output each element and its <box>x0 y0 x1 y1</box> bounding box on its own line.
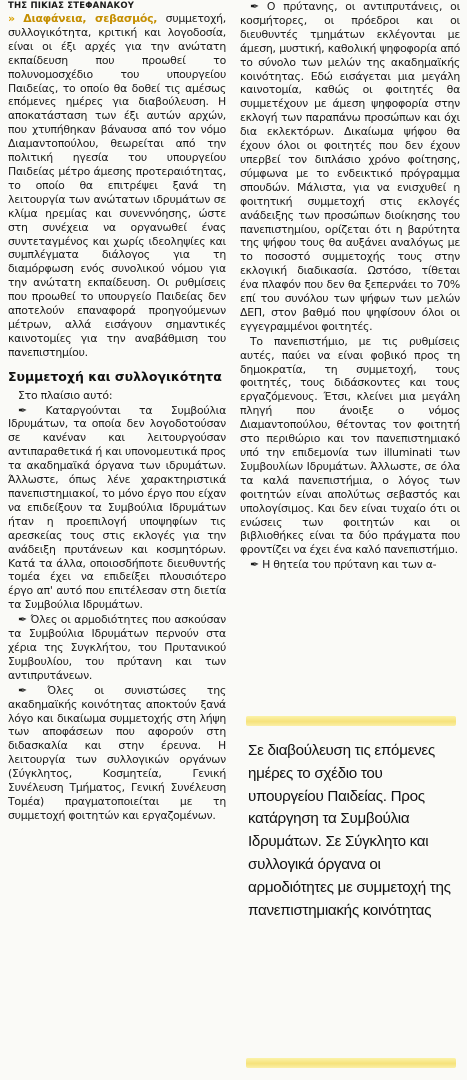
pen-nib-icon: ✒ <box>18 683 27 697</box>
lead-paragraph <box>8 12 226 360</box>
bullet-text: Όλες οι συνιστώσες της ακαδημαϊκής κοινότητας αποκτούν ξανά λόγο και δικαίωμα συμμετοχής στη λήψη των αποφάσεων που αφορούν στη διδασκαλία και στην έρευνα. Η λειτουργία των συλλογικών οργάνων (Σύγκλητος, Κοσμητεία, Γενική Συνέλευση Τμήματος, Γενική Συνέλευση Τομέα) πραγματοποιείται με τη συμμετοχή φοιτητών και εργαζομένων. <box>8 683 226 822</box>
pen-nib-icon: ✒ <box>250 558 259 572</box>
left-column <box>8 12 226 824</box>
bullet-paragraph <box>240 0 460 334</box>
pen-nib-icon: ✒ <box>18 613 27 627</box>
bullet-text: Καταργούνται τα Συμβούλια Ιδρυμάτων, τα οποία δεν λογοδοτούσαν σε κανέναν και λειτουργούσαν αντιπαραθετικά ή και υπονομευτικά προς τα ακαδημαϊκά όργανα των ιδρυμάτων. Άλλωστε, όπως λένε χαρακτηριστικά πανεπιστημιακοί, το μόνο έργο που είχαν να επιδείξουν τα Συμβούλια Ιδρυμάτων ήταν η προεπιλογή υποψηφίων τις αρεσκείας τους στις εκλογές για την ανάδειξη πρυτάνεων και κοσμητόρων. Κατά τα άλλα, οποιοσδήποτε διευθυντής τομέα έχει να επιδείξει πλουσιότερο έργο απ' αυτό που επιτέλεσαν στη διετία τα Συμβούλια Ιδρυμάτων. <box>8 403 227 612</box>
double-chevron-icon: » <box>8 12 15 25</box>
body-paragraph: Το πανεπιστήμιο, με τις ρυθμίσεις αυτές, παύει να είναι φοβικό προς τη δημοκρατία, τη συμμετοχή, τους φοιτητές, τους διδάσκοντες και τους εργαζόμενους. Έτσι, κλείνει μια μεγάλη πληγή που άνοιξε ο νόμος Διαμαντοπούλου, θέτοντας τον φοιτητή στο περιθώριο και τον πανεπιστημιακό υπό την επιδεμονία των illuminati των Συμβουλίων Ιδρυμάτων. Άλλωστε, σε όλα τα καλά πανεπιστήμια, ο λόγος των φοιτητών είναι απολύτως σεβαστός και υπολογίσιμος. Και δεν είναι τυχαίο ότι οι ενώσεις των φοιτητών και οι βιβλιοθήκες είναι τα δύο πράγματα που φροντίζει να έχει ένα καλό πανεπιστήμιο. <box>240 334 460 557</box>
pen-nib-icon: ✒ <box>250 0 259 13</box>
bullet-paragraph <box>8 684 226 823</box>
highlight-band-bottom <box>246 1058 456 1068</box>
lead-text: συμμετοχή, συλλογικότητα, κριτική και λογοδοσία, είναι οι έξι αρχές για την ανώτατη εκπαίδευση που προωθεί το πολυνομοσχέδιο του υπουργείου Παιδείας, το οποίο θα δοθεί τις αμέσως επόμενες ημέρες για διαβούλευση. Η αποκατάσταση των έξι αυτών αρχών, που χτυπήθηκαν βάναυσα από τον νόμο Διαμαντοπούλου, θεωρείται από την πολιτική ηγεσία του υπουργείου Παιδείας μέτρο άμεσης προτεραιότητας, το οποίο θα επιτρέψει ξανά τη λειτουργία των ανώτατων ιδρυμάτων σε κλίμα ηρεμίας και συνεννόησης, ώστε στη συνέχεια να οργανωθεί ένας συντεταγμένος και χωρίς ιδεοληψίες και συμπλέγματα διάλογος για τη διαμόρφωση ενός συνολικού νόμου για την ανώτατη εκπαίδευση. Οι ρυθμίσεις που προωθεί το υπουργείο Παιδείας δεν αποτελούν επαναφορά προηγούμενων μέτρων, αλλά εισάγουν σημαντικές καινοτομίες για την αναβάθμιση του πανεπιστημίου. <box>8 12 226 359</box>
bullet-paragraph <box>240 558 460 572</box>
byline: ΤΗΣ ΠΙΚΙΑΣ ΣΤΕΦΑΝΑΚΟΥ <box>8 1 135 11</box>
bullet-paragraph <box>8 613 226 683</box>
highlight-band-top <box>246 716 456 726</box>
bullet-text: Όλες οι αρμοδιότητες που ασκούσαν τα Συμβούλια Ιδρυμάτων περνούν στα χέρια της Συγκλήτου, του Πρυτανικού Συμβουλίου, του πρύτανη και των αντιπρυτάνεων. <box>8 613 226 682</box>
section-subheading: Συμμετοχή και συλλογικότητα <box>8 368 222 384</box>
bullet-text: Η θητεία του πρύτανη και των α- <box>262 558 437 572</box>
bullet-paragraph <box>8 404 226 613</box>
pull-quote: Σε διαβούλευση τις επόμενες ημέρες το σχέδιο του υπουργείου Παιδείας. Προς κατάργηση τα Συμβούλια Ιδρυμάτων. Σε Σύγκλητο και συλλογικά όργανα οι αρμοδιότητες με συμμετοχή της πανεπιστημιακής κοινότητας <box>248 742 451 919</box>
pen-nib-icon: ✒ <box>18 403 27 417</box>
right-column <box>240 0 460 573</box>
bullet-text: Ο πρύτανης, οι αντιπρυτάνεις, οι κοσμήτορες, οι πρόεδροι και οι διευθυντές τμημάτων εκλέγονται με άμεση, μυστική, καθολική ψηφοφορία από το σύνολο των μελών της ακαδημαϊκής κοινότητας. Εδώ εισάγεται μια μεγάλη καινοτομία, καθώς οι φοιτητές θα συμμετέχουν με άμεση ψηφοφορία στην εκλογή των παραπάνω προσώπων και όχι δια εκλεκτόρων. Δικαίωμα ψήφου θα έχουν όλοι οι φοιτητές που δεν έχουν υπερβεί τον διπλάσιο χρόνο φοίτησης, σύμφωνα με το ενδεικτικό πρόγραμμα σπουδών. Μάλιστα, για να ενισχυθεί η φοιτητική συμμετοχή στις εκλογές ανάδειξης των προσώπων διοίκησης του πανεπιστημίου, ορίζεται ότι η βαρύτητα της ψήφου τους θα αυξάνει αναλόγως με το ποσοστό συμμετοχής τους στην εκλογική διαδικασία. Ωστόσο, τίθεται ένα πλαφόν που δεν θα ξεπερνάει το 70% επί του συνόλου των ψήφων των μελών ΔΕΠ, στον βαθμό που ψηφίσουν όλοι οι εγγεγραμμένοι φοιτητές. <box>240 0 460 333</box>
lead-bold-phrase: Διαφάνεια, σεβασμός, <box>23 12 158 25</box>
section-intro: Στο πλαίσιο αυτό: <box>18 388 113 402</box>
